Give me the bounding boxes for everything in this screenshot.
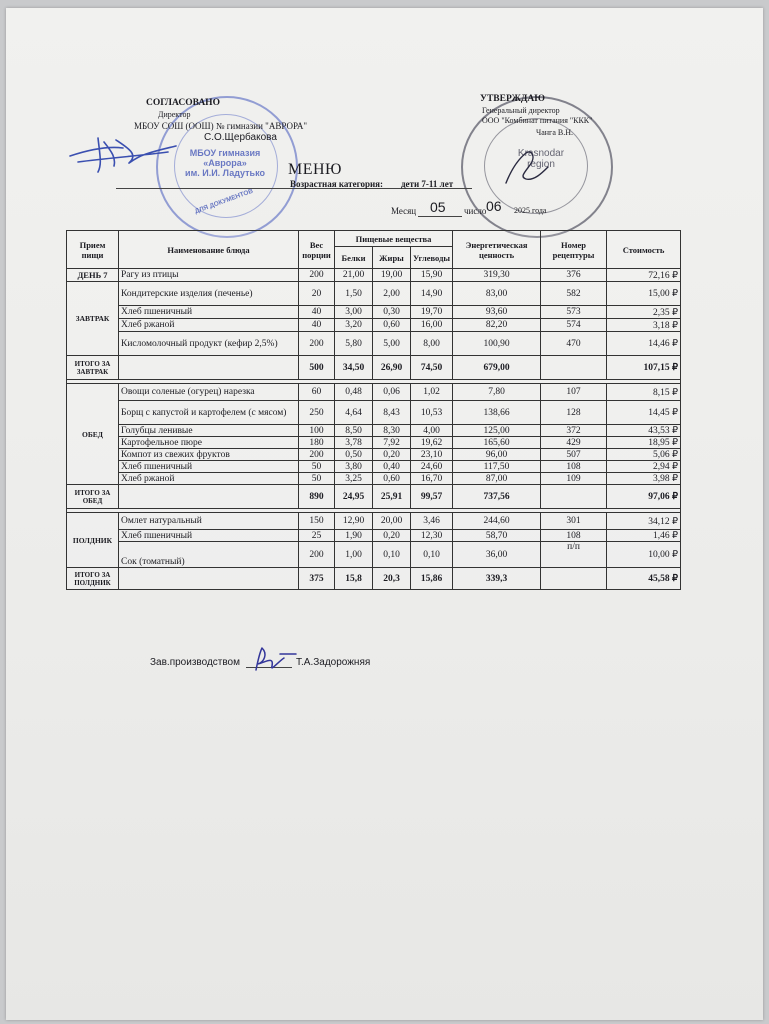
portion-cell: 50	[299, 473, 335, 485]
table-row	[67, 401, 681, 425]
empty-cell	[119, 485, 299, 509]
carbs-cell: 16,00	[411, 319, 453, 332]
carbs-cell: 4,00	[411, 425, 453, 437]
fat-cell: 2,00	[373, 282, 411, 306]
recipe-cell: 582	[541, 282, 607, 306]
table-row	[67, 332, 681, 356]
portion-cell: 200	[299, 542, 335, 568]
recipe-cell: 470	[541, 332, 607, 356]
energy-cell: 87,00	[453, 473, 541, 485]
fat-cell: 25,91	[373, 485, 411, 509]
left-stamp-bottom-text: ДЛЯ ДОКУМЕНТОВ	[193, 187, 255, 216]
cost-cell: 3,98 ₽	[607, 473, 681, 485]
energy-cell: 82,20	[453, 319, 541, 332]
protein-cell: 3,25	[335, 473, 373, 485]
portion-cell: 890	[299, 485, 335, 509]
left-stamp-line3: им. И.И. Ладутько	[185, 168, 265, 178]
header-fat: Жиры	[373, 247, 411, 269]
cost-cell: 14,45 ₽	[607, 401, 681, 425]
empty-cell	[119, 568, 299, 590]
cost-cell: 45,58 ₽	[607, 568, 681, 590]
approver-signature	[496, 143, 556, 193]
portion-cell: 20	[299, 282, 335, 306]
energy-cell: 36,00	[453, 542, 541, 568]
header-recipe: Номер рецептуры	[541, 231, 607, 269]
energy-cell: 737,56	[453, 485, 541, 509]
dish-name: Хлеб пшеничный	[119, 461, 299, 473]
energy-cell: 138,66	[453, 401, 541, 425]
protein-cell: 15,8	[335, 568, 373, 590]
cost-cell: 1,46 ₽	[607, 530, 681, 542]
protein-cell: 1,50	[335, 282, 373, 306]
energy-cell: 7,80	[453, 384, 541, 401]
portion-cell: 60	[299, 384, 335, 401]
cost-cell: 10,00 ₽	[607, 542, 681, 568]
energy-cell: 165,60	[453, 437, 541, 449]
header-meal: Прием пищи	[67, 231, 119, 269]
table-header-row	[67, 231, 681, 247]
recipe-cell	[541, 356, 607, 380]
table-row	[67, 530, 681, 542]
protein-cell: 5,80	[335, 332, 373, 356]
table-row	[67, 542, 681, 568]
table-row	[67, 513, 681, 530]
right-stamp-line1: Krasnodar	[517, 148, 565, 159]
table-row	[67, 473, 681, 485]
carbs-cell: 19,62	[411, 437, 453, 449]
recipe-cell: 372	[541, 425, 607, 437]
carbs-cell: 14,90	[411, 282, 453, 306]
cost-cell: 15,00 ₽	[607, 282, 681, 306]
table-row	[67, 306, 681, 319]
cost-cell: 97,06 ₽	[607, 485, 681, 509]
dish-name: Хлеб ржаной	[119, 473, 299, 485]
recipe-cell: 128	[541, 401, 607, 425]
carbs-cell: 12,30	[411, 530, 453, 542]
energy-cell: 100,90	[453, 332, 541, 356]
total-label: ИТОГО ЗА ПОЛДНИК	[67, 568, 119, 590]
energy-cell: 125,00	[453, 425, 541, 437]
energy-cell: 83,00	[453, 282, 541, 306]
dish-name: Кондитерские изделия (печенье)	[119, 282, 299, 306]
carbs-cell: 10,53	[411, 401, 453, 425]
fat-cell: 0,60	[373, 473, 411, 485]
table-row	[67, 425, 681, 437]
dish-name: Хлеб пшеничный	[119, 530, 299, 542]
portion-cell: 25	[299, 530, 335, 542]
cost-cell: 18,95 ₽	[607, 437, 681, 449]
table-row	[67, 437, 681, 449]
left-stamp-line1: МБОУ гимназия	[189, 148, 261, 158]
cost-cell: 3,18 ₽	[607, 319, 681, 332]
protein-cell: 3,80	[335, 461, 373, 473]
portion-cell: 100	[299, 425, 335, 437]
fat-cell: 8,30	[373, 425, 411, 437]
protein-cell: 3,78	[335, 437, 373, 449]
recipe-cell	[541, 568, 607, 590]
energy-cell: 117,50	[453, 461, 541, 473]
dish-name: Омлет натуральный	[119, 513, 299, 530]
year-value: 2025 года	[514, 206, 547, 215]
recipe-cell	[541, 485, 607, 509]
fat-cell: 19,00	[373, 269, 411, 282]
portion-cell: 50	[299, 461, 335, 473]
header-portion: Вес порции	[299, 231, 335, 269]
approved-org: ООО "Комбинат питания "ККК"	[482, 116, 593, 125]
fat-cell: 20,3	[373, 568, 411, 590]
snack-total-row	[67, 568, 681, 590]
portion-cell: 250	[299, 401, 335, 425]
month-underline	[418, 216, 462, 217]
protein-cell: 24,95	[335, 485, 373, 509]
carbs-cell: 23,10	[411, 449, 453, 461]
fat-cell: 7,92	[373, 437, 411, 449]
cost-cell: 5,06 ₽	[607, 449, 681, 461]
footer-name: Т.А.Задорожняя	[296, 657, 371, 668]
lunch-total-row	[67, 485, 681, 509]
recipe-cell: 107	[541, 384, 607, 401]
total-label: ИТОГО ЗА ЗАВТРАК	[67, 356, 119, 380]
agreed-name: С.О.Щербакова	[204, 132, 277, 143]
portion-cell: 200	[299, 269, 335, 282]
portion-cell: 180	[299, 437, 335, 449]
recipe-cell: 573	[541, 306, 607, 319]
protein-cell: 12,90	[335, 513, 373, 530]
recipe-cell: 108	[541, 530, 607, 542]
fat-cell: 26,90	[373, 356, 411, 380]
fat-cell: 0,40	[373, 461, 411, 473]
table-row	[67, 449, 681, 461]
fat-cell: 8,43	[373, 401, 411, 425]
carbs-cell: 74,50	[411, 356, 453, 380]
left-stamp-text	[176, 148, 274, 178]
footer-role: Зав.производством	[150, 657, 240, 668]
age-label: Возрастная категория:	[290, 179, 383, 189]
portion-cell: 200	[299, 332, 335, 356]
energy-cell: 679,00	[453, 356, 541, 380]
recipe-cell: 574	[541, 319, 607, 332]
energy-cell: 339,3	[453, 568, 541, 590]
carbs-cell: 19,70	[411, 306, 453, 319]
carbs-cell: 16,70	[411, 473, 453, 485]
menu-title: МЕНЮ	[288, 161, 342, 178]
menu-table	[66, 230, 681, 590]
portion-cell: 500	[299, 356, 335, 380]
carbs-cell: 8,00	[411, 332, 453, 356]
dish-name: Рагу из птицы	[119, 269, 299, 282]
energy-cell: 319,30	[453, 269, 541, 282]
protein-cell: 1,00	[335, 542, 373, 568]
approved-role: Генеральный директор	[482, 106, 560, 115]
cost-cell: 43,53 ₽	[607, 425, 681, 437]
header-cost: Стоимость	[607, 231, 681, 269]
recipe-cell: 301	[541, 513, 607, 530]
dish-name: Компот из свежих фруктов	[119, 449, 299, 461]
cost-cell: 14,46 ₽	[607, 332, 681, 356]
dish-name: Голубцы ленивые	[119, 425, 299, 437]
agreed-org: МБОУ СОШ (ООШ) № гимназии "АВРОРА"	[134, 121, 307, 131]
protein-cell: 4,64	[335, 401, 373, 425]
fat-cell: 0,20	[373, 449, 411, 461]
protein-cell: 0,50	[335, 449, 373, 461]
agreed-title: СОГЛАСОВАНО	[146, 98, 220, 108]
portion-cell: 150	[299, 513, 335, 530]
portion-cell: 40	[299, 306, 335, 319]
cost-cell: 2,94 ₽	[607, 461, 681, 473]
dish-name: Хлеб ржаной	[119, 319, 299, 332]
day-label: ДЕНЬ 7	[67, 269, 119, 282]
header-energy: Энергетическая ценность	[453, 231, 541, 269]
month-value: 05	[430, 199, 446, 215]
dish-name: Картофельное пюре	[119, 437, 299, 449]
dish-name: Хлеб пшеничный	[119, 306, 299, 319]
protein-cell: 0,48	[335, 384, 373, 401]
lunch-label: ОБЕД	[67, 384, 119, 485]
dish-name: Кисломолочный продукт (кефир 2,5%)	[119, 332, 299, 356]
dish-name: Борщ с капустой и картофелем (с мясом)	[119, 401, 299, 425]
table-row	[67, 384, 681, 401]
portion-cell: 40	[299, 319, 335, 332]
recipe-cell: 429	[541, 437, 607, 449]
protein-cell: 34,50	[335, 356, 373, 380]
total-label: ИТОГО ЗА ОБЕД	[67, 485, 119, 509]
agreed-role: Директор	[158, 110, 191, 119]
table-row	[67, 461, 681, 473]
approved-name: Чанга В.Н.	[536, 128, 573, 137]
carbs-cell: 15,86	[411, 568, 453, 590]
empty-cell	[119, 356, 299, 380]
day-value: 06	[486, 198, 502, 214]
cost-cell: 72,16 ₽	[607, 269, 681, 282]
age-value: дети 7-11 лет	[401, 179, 454, 189]
carbs-cell: 99,57	[411, 485, 453, 509]
protein-cell: 8,50	[335, 425, 373, 437]
header-dish: Наименование блюда	[119, 231, 299, 269]
carbs-cell: 24,60	[411, 461, 453, 473]
cost-cell: 8,15 ₽	[607, 384, 681, 401]
header-carbs: Углеводы	[411, 247, 453, 269]
breakfast-total-row	[67, 356, 681, 380]
recipe-cell: 108	[541, 461, 607, 473]
fat-cell: 20,00	[373, 513, 411, 530]
energy-cell: 96,00	[453, 449, 541, 461]
recipe-cell: 376	[541, 269, 607, 282]
carbs-cell: 0,10	[411, 542, 453, 568]
breakfast-label: ЗАВТРАК	[67, 282, 119, 356]
snack-label: ПОЛДНИК	[67, 513, 119, 568]
fat-cell: 0,30	[373, 306, 411, 319]
month-label: Месяц	[391, 206, 417, 216]
portion-cell: 200	[299, 449, 335, 461]
protein-cell: 21,00	[335, 269, 373, 282]
carbs-cell: 15,90	[411, 269, 453, 282]
right-stamp-line2: region	[527, 159, 555, 170]
fat-cell: 0,60	[373, 319, 411, 332]
day-label: число	[464, 206, 487, 216]
carbs-cell: 1,02	[411, 384, 453, 401]
energy-cell: 58,70	[453, 530, 541, 542]
cost-cell: 107,15 ₽	[607, 356, 681, 380]
protein-cell: 3,00	[335, 306, 373, 319]
document-sheet	[6, 8, 763, 1020]
cost-cell: 34,12 ₽	[607, 513, 681, 530]
table-row	[67, 282, 681, 306]
recipe-cell: 109	[541, 473, 607, 485]
approved-title: УТВЕРЖДАЮ	[480, 94, 545, 104]
director-signature	[68, 128, 178, 176]
dish-name: Овощи соленые (огурец) нарезка	[119, 384, 299, 401]
carbs-cell: 3,46	[411, 513, 453, 530]
protein-cell: 1,90	[335, 530, 373, 542]
table-row	[67, 269, 681, 282]
energy-cell: 93,60	[453, 306, 541, 319]
cost-cell: 2,35 ₽	[607, 306, 681, 319]
fat-cell: 0,10	[373, 542, 411, 568]
protein-cell: 3,20	[335, 319, 373, 332]
recipe-cell: п/п	[541, 542, 607, 568]
portion-cell: 375	[299, 568, 335, 590]
recipe-cell: 507	[541, 449, 607, 461]
header-protein: Белки	[335, 247, 373, 269]
left-stamp-line2: «Аврора»	[203, 158, 247, 168]
fat-cell: 0,20	[373, 530, 411, 542]
energy-cell: 244,60	[453, 513, 541, 530]
dish-name: Сок (томатный)	[119, 542, 299, 568]
production-manager-signature	[250, 644, 300, 674]
fat-cell: 0,06	[373, 384, 411, 401]
header-nutrients: Пищевые вещества	[335, 231, 453, 247]
table-row	[67, 319, 681, 332]
fat-cell: 5,00	[373, 332, 411, 356]
